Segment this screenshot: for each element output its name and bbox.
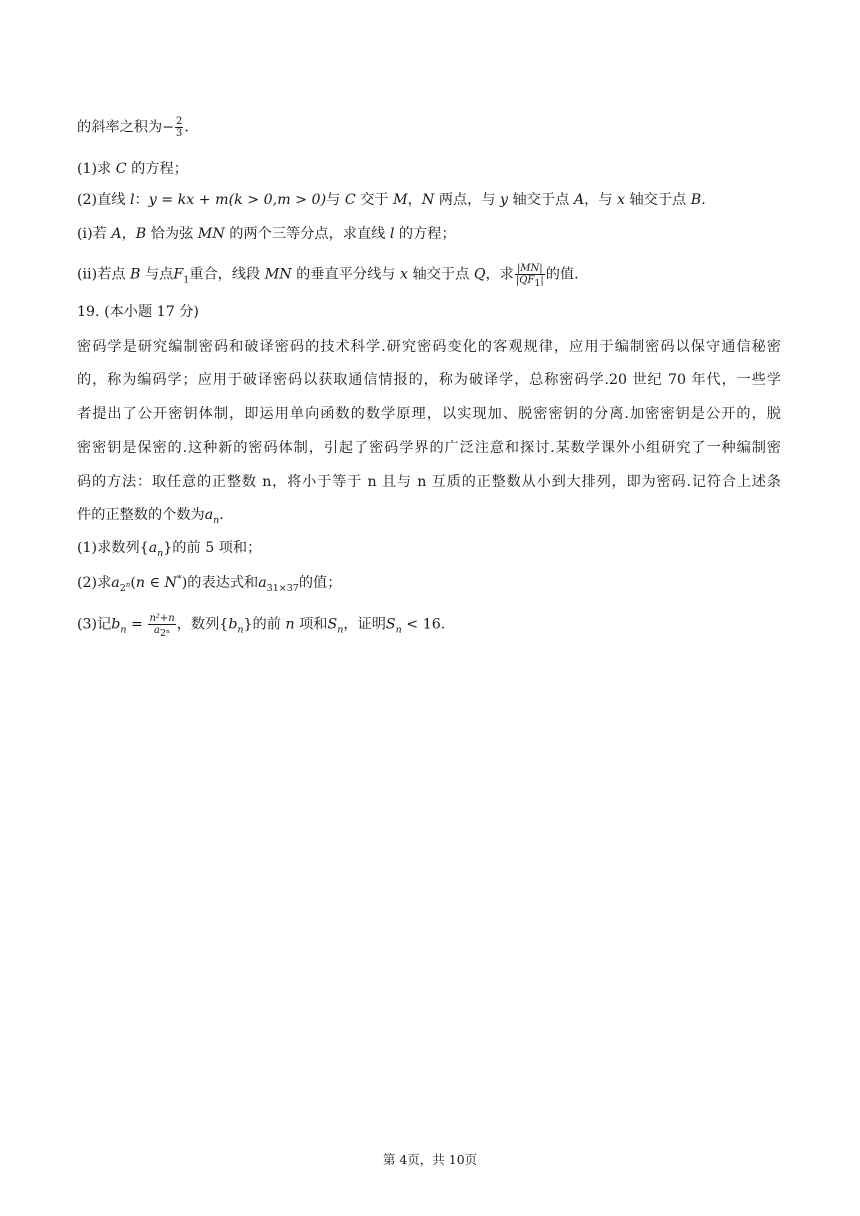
paragraph-line: 件的正整数的个数为$a_n$.: [77, 507, 224, 526]
text: .: [184, 119, 189, 136]
denominator: 3: [176, 128, 183, 139]
question-19-part-1: (1)求数列$\{a_n\}$的前 5 项和；: [77, 540, 262, 559]
numerator: 2: [176, 116, 183, 127]
question-19-part-3: (3)记$b_n$ = $\frac{\text{n²+n}}{a_{2^n}}$ ，数列$\{b_n\}$的前 n 项和$S_n$，证明$S_n < 16$.: [77, 613, 446, 639]
paragraph-line: 密码学是研究编制密码和破译密码的技术科学.研究密码变化的客观规律，应用于编制密码以保守通信秘密: [77, 339, 781, 355]
question-part-2: (2)直线 l：y = kx + m(k > 0,m > 0)与 C 交于 M，N 两点，与 y 轴交于点 A，与 x 轴交于点 B.: [77, 192, 706, 208]
question-subpart-ii: (ⅱ)若点 B 与点$F_1$重合，线段 MN 的垂直平分线与 x 轴交于点 Q，求 $\frac{|MN|}{|QF_1|}$ 的值.: [77, 263, 579, 289]
page-footer: 第 4页，共 10页: [382, 1152, 478, 1167]
minus-sign: −: [162, 119, 175, 136]
paragraph-line: 密密钥是保密的.这种新的密码体制，引起了密码学界的广泛注意和探讨.某数学课外小组研究了一种编制密: [77, 440, 781, 456]
paragraph-line: 的，称为编码学；应用于破译密码以获取通信情报的，称为破译学，总称密码学.20 世纪 70 年代，一些学: [77, 372, 781, 388]
question-19-part-2: (2)求$a_{2^n}(n$ ∈ N*)的表达式和$a_{31\times 37}$的值；: [77, 573, 342, 594]
text-line: [77, 116, 781, 139]
paragraph-line: 者提出了公开密钥体制，即运用单向函数的数学原理，以实现加、脱密密钥的分离.加密密钥是公开的，脱: [77, 406, 781, 422]
question-subpart-i: (ⅰ)若 A，B 恰为弦 MN 的两个三等分点，求直线 l 的方程；: [77, 226, 456, 242]
question-part-1: (1)求 C 的方程；: [77, 161, 188, 177]
text: 的斜率之积为: [77, 119, 163, 136]
question-19-header: 19. (本小题 17 分): [77, 304, 199, 320]
paragraph-line: 码的方法：取任意的正整数 n，将小于等于 n 且与 n 互质的正整数从小到大排列，即为密码.记符合上述条: [77, 474, 781, 490]
fraction: $\frac{\text{n²+n}}{a_{2^n}}$: [149, 613, 175, 639]
fraction: $\frac{|MN|}{|QF_1|}$: [515, 263, 544, 289]
fraction: [175, 116, 183, 139]
